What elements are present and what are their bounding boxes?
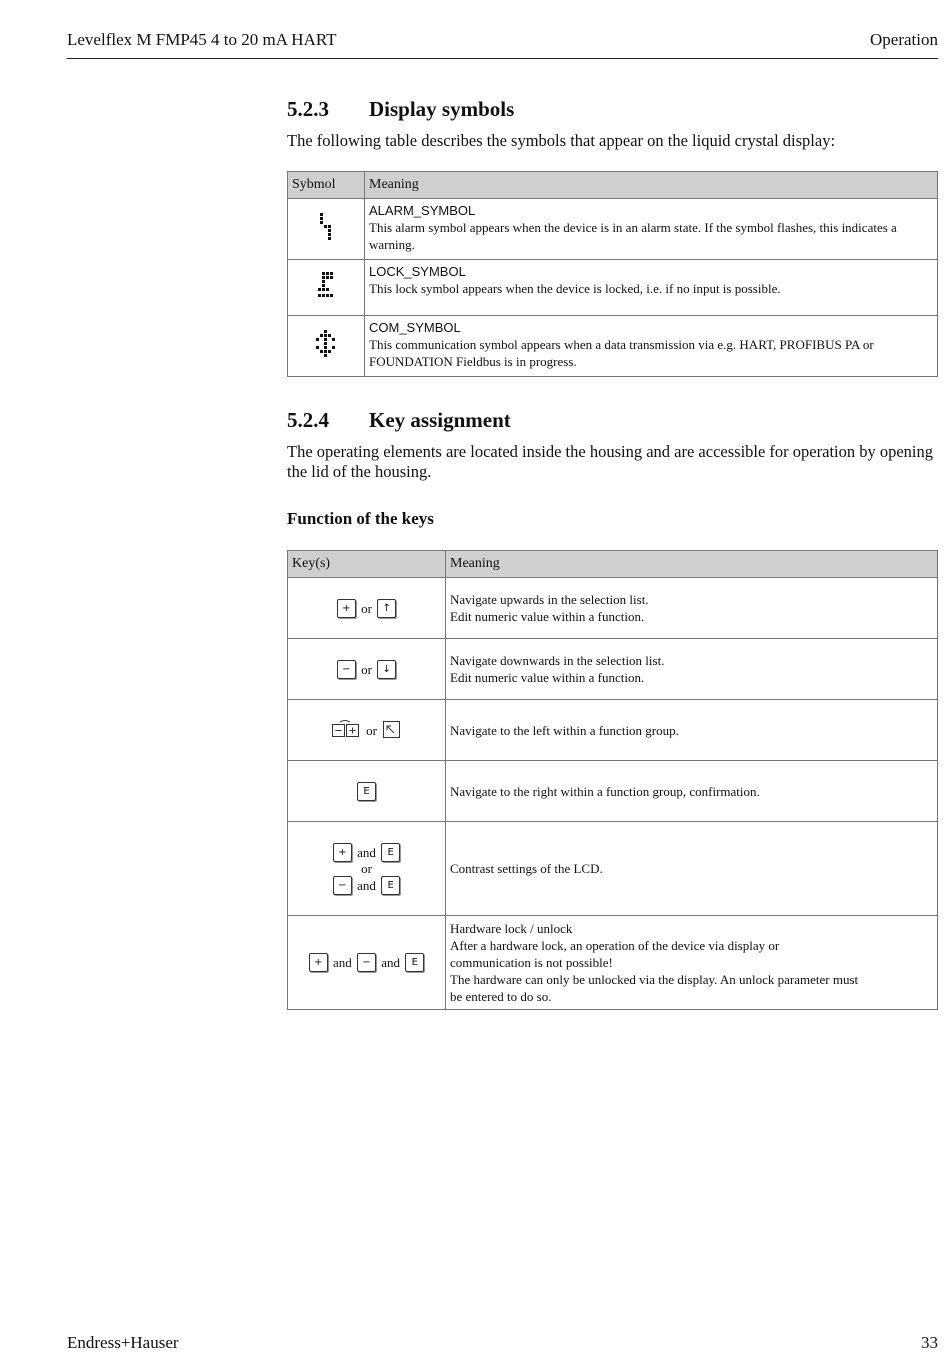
word-and: and [332, 955, 352, 971]
plus-key-icon: + [333, 843, 352, 862]
header-title: Levelflex M FMP45 4 to 20 mA HART [67, 30, 337, 49]
minus-key-icon: − [357, 953, 376, 972]
plus-key-icon: + [309, 953, 328, 972]
footer-brand: Endress+Hauser [67, 1333, 179, 1352]
symbols-table [287, 171, 938, 377]
section-title: Key assignment [369, 408, 511, 432]
table-row [288, 700, 938, 761]
meaning-line: Navigate upwards in the selection list. [450, 592, 649, 607]
word-or: or [366, 722, 377, 738]
meaning-line: Navigate to the right within a function group, confirmation. [450, 783, 760, 799]
table-row [288, 260, 938, 316]
meaning-line: Edit numeric value within a function. [450, 609, 645, 624]
section-heading [287, 408, 938, 433]
symbol-description: This alarm symbol appears when the device is in an alarm state. If the symbol flashes, this indicates a warning. [369, 220, 897, 252]
header-section: Operation [870, 30, 938, 49]
e-key-icon: E [357, 782, 376, 801]
word-and: and [357, 844, 376, 860]
minus-key-icon: − [337, 660, 356, 679]
section-key-assignment [287, 408, 938, 433]
table-row [288, 316, 938, 377]
symbol-description: This lock symbol appears when the device is locked, i.e. if no input is possible. [369, 281, 781, 296]
table-row [288, 761, 938, 822]
col-header-keys: Key(s) [288, 551, 446, 578]
word-and: and [381, 955, 401, 971]
meaning-line: be entered to do so. [450, 989, 552, 1004]
section-display-symbols [287, 97, 938, 122]
table-row [288, 822, 938, 916]
symbol-name: ALARM_SYMBOL [369, 203, 476, 218]
e-key-icon: E [381, 843, 400, 862]
word-or: or [361, 600, 372, 616]
section-title: Display symbols [369, 97, 515, 121]
symbol-description: This communication symbol appears when a data transmission via e.g. HART, PROFIBUS PA or FOUNDATION Fieldbus is in progress. [369, 337, 874, 369]
symbol-name: COM_SYMBOL [369, 320, 461, 335]
e-key-icon: E [381, 876, 400, 895]
table-row [288, 199, 938, 260]
keys-table [287, 550, 938, 1010]
subheading-keys [287, 509, 938, 529]
left-navigation-key-icon [382, 720, 402, 740]
page-number: 33 [921, 1333, 938, 1352]
section-number: 5.2.4 [287, 408, 329, 432]
key-combo [292, 842, 441, 862]
word-and: and [357, 878, 376, 894]
meaning-line: The hardware can only be unlocked via the display. An unlock parameter must [450, 972, 859, 987]
symbol-name: LOCK_SYMBOL [369, 264, 466, 279]
symbols-table-wrap [287, 171, 938, 377]
down-arrow-key-icon: ↓ [377, 660, 396, 679]
meaning-line: Hardware lock / unlock [450, 921, 573, 936]
section-heading [287, 97, 938, 122]
minus-plus-simultaneous-key-icon [331, 719, 361, 741]
meaning-line: communication is not possible! [450, 955, 613, 970]
table-row [288, 639, 938, 700]
word-or: or [361, 661, 372, 677]
word-or: or [361, 860, 372, 876]
keys-table-wrap [287, 550, 938, 1010]
col-header-meaning: Meaning [365, 172, 938, 199]
up-arrow-key-icon: ↑ [377, 599, 396, 618]
subheading-text: Function of the keys [287, 509, 434, 528]
alarm-symbol-icon [316, 211, 336, 243]
section-intro: The following table describes the symbols that appear on the liquid crystal display: [287, 131, 836, 150]
table-row [288, 578, 938, 639]
e-key-icon: E [405, 953, 424, 972]
minus-key-icon: − [333, 876, 352, 895]
meaning-line: Contrast settings of the LCD. [450, 861, 603, 876]
com-symbol-icon [314, 328, 338, 360]
col-header-meaning: Meaning [446, 551, 938, 578]
page-header [67, 30, 938, 59]
meaning-line: After a hardware lock, an operation of the device via display or [450, 938, 780, 953]
section-intro: The operating elements are located inside the housing and are accessible for operation by opening the lid of the housing. [287, 442, 934, 481]
meaning-line: Edit numeric value within a function. [450, 670, 645, 685]
plus-key-icon: + [337, 599, 356, 618]
meaning-line: Navigate to the left within a function group. [450, 722, 679, 738]
table-row [288, 916, 938, 1010]
lock-symbol-icon [314, 270, 338, 302]
section-number: 5.2.3 [287, 97, 329, 121]
col-header-symbol: Sybmol [288, 172, 365, 199]
key-combo [292, 876, 441, 896]
meaning-line: Navigate downwards in the selection list. [450, 653, 665, 668]
